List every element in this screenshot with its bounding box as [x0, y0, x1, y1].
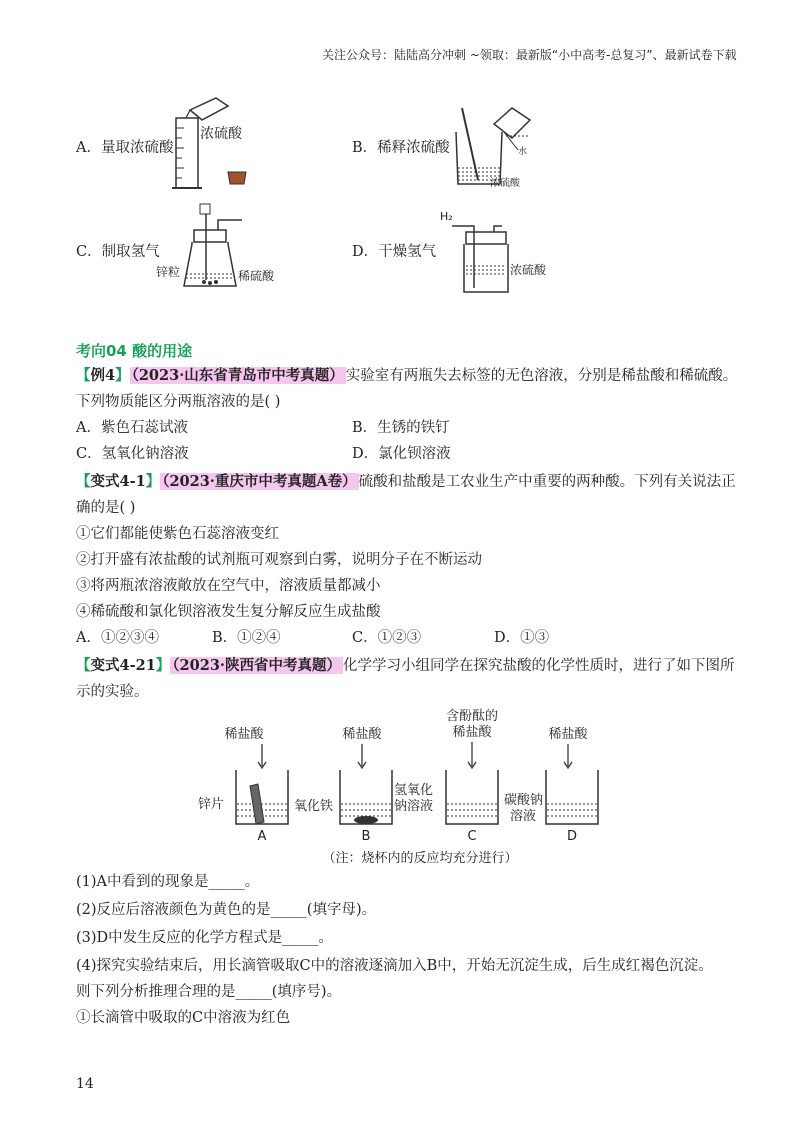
variant41-option-a: A．①②③④: [76, 630, 159, 646]
variant421-source: （2023·陕西省中考真题）: [172, 657, 341, 674]
variant421-question-2: (2)反应后溶液颜色为黄色的是_____(填字母)。: [76, 902, 377, 918]
variant421-question-1: (1)A中看到的现象是_____。: [76, 874, 260, 890]
variant41-statement-4: ④稀硫酸和氯化钡溶液发生复分解反应生成盐酸: [76, 604, 381, 620]
figure-measure-acid: [168, 96, 268, 192]
figure-dilute-acid: [446, 106, 556, 192]
reagent-c-label-2: 稀盐酸: [452, 725, 492, 740]
section-title: 考向04 酸的用途: [76, 342, 193, 360]
variant421-question-4b: 则下列分析推理合理的是_____(填序号)。: [76, 984, 342, 1000]
variant421-question-3: (3)D中发生反应的化学方程式是_____。: [76, 930, 333, 946]
beaker-b-label: B: [361, 829, 371, 844]
example4-option-d: D．氯化钡溶液: [352, 446, 451, 462]
variant41-statement-2: ②打开盛有浓盐酸的试剂瓶可观察到白雾，说明分子在不断运动: [76, 552, 482, 568]
example4-tag: 例4: [90, 367, 116, 384]
example4-stem2: 下列物质能区分两瓶溶液的是( ): [76, 394, 281, 410]
beaker-a-label: A: [257, 829, 267, 844]
option-d-label: D．干燥氢气: [352, 244, 437, 260]
reagent-c-label-1: 含酚酞的: [445, 709, 499, 724]
variant421-question-4a: (4)探究实验结束后，用长滴管吸取C中的溶液逐滴加入B中，开始无沉淀生成，后生成红褐色沉淀。: [76, 958, 713, 974]
figure-note: （注：烧杯内的反应均充分进行）: [322, 851, 518, 866]
example4-option-c: C．氢氧化钠溶液: [76, 446, 189, 462]
example4-stem1: 实验室有两瓶失去标签的无色溶液，分别是稀盐酸和稀硫酸。: [345, 368, 738, 384]
side-c-label-1: 氢氧化: [394, 783, 434, 798]
variant421-stem-line1: 【变式4-21】 （2023·陕西省中考真题） 化学学习小组同学在探究盐酸的化学性质时，进行了如下图所: [76, 657, 735, 674]
variant421-stem2: 示的实验。: [76, 684, 149, 700]
side-d-label-1: 碳酸钠: [504, 793, 544, 808]
variant41-stem1: 硫酸和盐酸是工农业生产中重要的两种酸。下列有关说法正: [358, 474, 736, 490]
variant421-tag: 变式4-21: [90, 657, 156, 674]
beaker-c-label: C: [467, 829, 477, 844]
variant421-stem1: 化学学习小组同学在探究盐酸的化学性质时，进行了如下图所: [342, 658, 735, 674]
example4-option-b: B．生锈的铁钉: [352, 420, 450, 436]
option-c-label: C．制取氢气: [76, 244, 160, 260]
reagent-b-label: 稀盐酸: [342, 727, 382, 742]
side-b-label: 氧化铁: [294, 799, 334, 814]
reagent-d-label: 稀盐酸: [548, 727, 588, 742]
figure-dry-hydrogen: [436, 208, 556, 300]
page-header: 关注公众号：陆陆高分冲刺 ~领取：最新版“小中高考-总复习”、最新试卷下载: [322, 48, 737, 62]
figure-c-acid-label: 稀硫酸: [238, 269, 275, 283]
variant41-stem-line1: 【变式4-1】 （2023·重庆市中考真题A卷） 硫酸和盐酸是工农业生产中重要的两种酸。下列有关说法正: [76, 473, 736, 490]
page-number: 14: [76, 1076, 94, 1092]
example4-stem-line1: 【例4】 （2023·山东省青岛市中考真题） 实验室有两瓶失去标签的无色溶液，分别是稀盐酸和稀硫酸。: [76, 367, 738, 384]
figure-c-zinc-label: 锌粒: [156, 265, 181, 279]
side-a-label: 锌片: [198, 797, 225, 812]
variant41-source: （2023·重庆市中考真题A卷）: [162, 473, 357, 490]
variant41-option-c: C．①②③: [352, 630, 422, 646]
example4-source: （2023·山东省青岛市中考真题）: [131, 367, 344, 384]
figure-b-acid-label: 浓硫酸: [490, 178, 520, 189]
figure-a-acid-label: 浓硫酸: [200, 126, 242, 142]
figure-d-gas-label: H₂: [440, 210, 453, 223]
side-c-label-2: 钠溶液: [394, 799, 434, 814]
option-b-label: B．稀释浓硫酸: [352, 140, 450, 156]
example4-option-a: A．紫色石蕊试液: [76, 420, 188, 436]
variant41-stem2: 确的是( ): [76, 500, 136, 516]
variant41-option-b: B．①②④: [212, 630, 281, 646]
variant421-question-4c: ①长滴管中吸取的C中溶液为红色: [76, 1010, 291, 1026]
variant41-tag: 变式4-1: [90, 473, 146, 490]
figure-d-acid-label: 浓硫酸: [510, 263, 547, 277]
variant41-statement-3: ③将两瓶浓溶液敞放在空气中，溶液质量都减小: [76, 578, 381, 594]
variant41-option-d: D．①③: [494, 630, 550, 646]
option-a-label: A．量取浓硫酸: [76, 140, 174, 156]
figure-b-water-label: 水: [518, 147, 528, 157]
beaker-experiment-figure: [190, 706, 620, 868]
reagent-a-label: 稀盐酸: [224, 727, 264, 742]
beaker-d-label: D: [566, 829, 578, 844]
variant41-statement-1: ①它们都能使紫色石蕊溶液变红: [76, 526, 279, 542]
figure-produce-hydrogen: [152, 200, 292, 300]
side-d-label-2: 溶液: [510, 809, 537, 824]
